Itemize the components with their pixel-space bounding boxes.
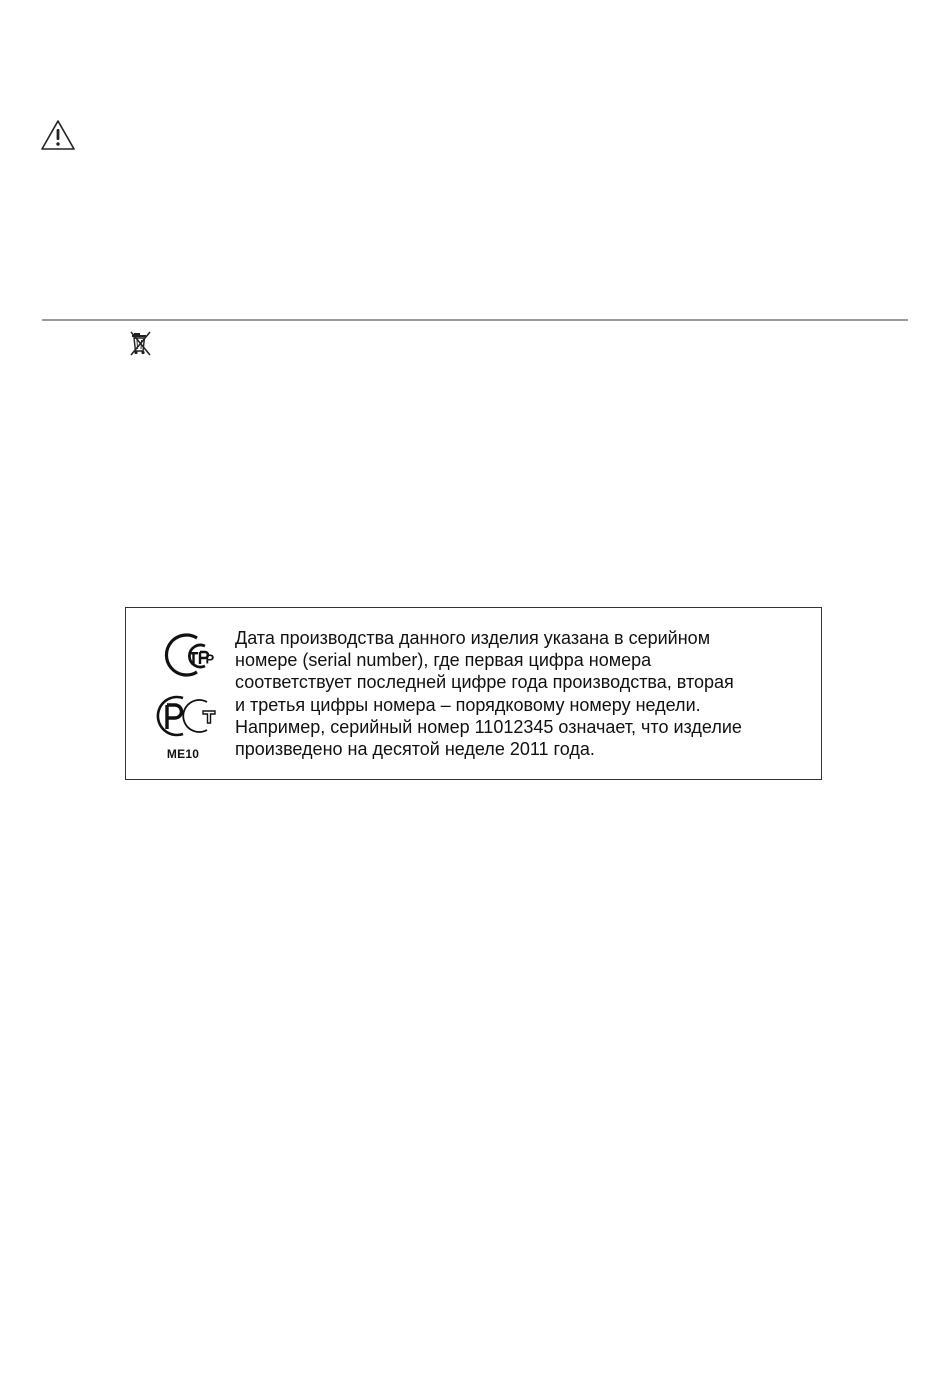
eac-certification-mark <box>153 632 219 678</box>
warning-triangle-icon <box>40 119 76 151</box>
section-divider <box>42 319 908 321</box>
explanation-line: соответствует последней цифре года производства, вторая <box>235 672 734 693</box>
pct-certification-mark <box>153 693 219 739</box>
explanation-line: Дата производства данного изделия указана в серийном <box>235 628 711 648</box>
explanation-line: произведено на десятой неделе 2011 года. <box>235 739 595 760</box>
serial-number-explanation <box>235 627 815 760</box>
explanation-line: Например, серийный номер 11012345 означает, что изделие <box>235 716 742 737</box>
pct-mark-code: ME10 <box>166 747 200 761</box>
explanation-line: номере (serial number), где первая цифра номера <box>235 650 652 671</box>
explanation-line: и третья цифры номера – порядковому номеру недели. <box>235 694 701 715</box>
certification-box <box>125 607 822 780</box>
weee-bin-icon <box>130 331 152 357</box>
svg-text:Р: Р <box>205 651 215 667</box>
